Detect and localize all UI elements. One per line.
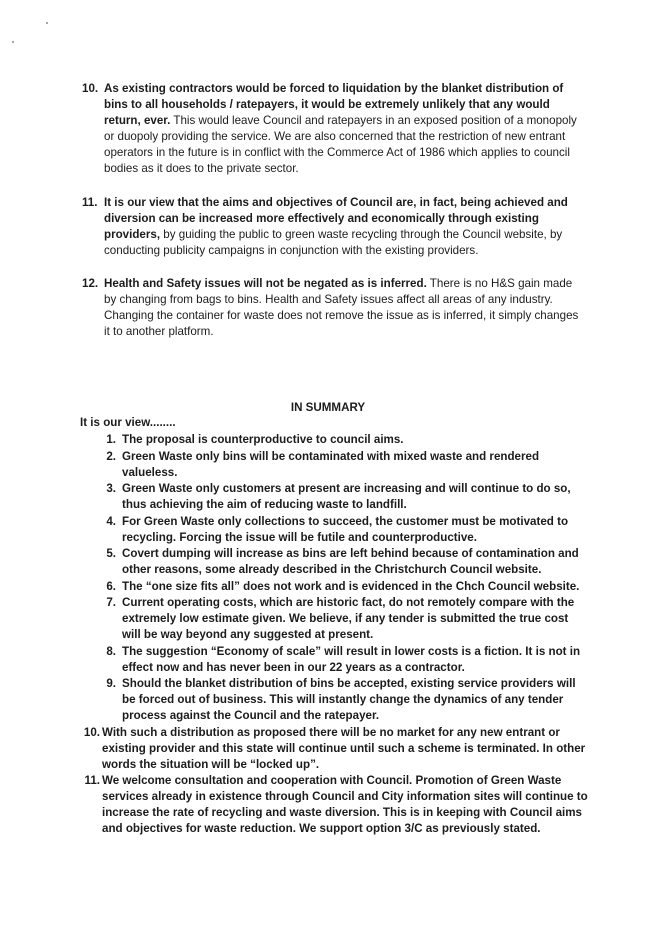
summary-intro: It is our view........ xyxy=(80,416,176,429)
list-item xyxy=(80,449,590,481)
list-item xyxy=(80,644,590,676)
list-item-text: Should the blanket distribution of bins be accepted, existing service providers will be forced out of business. This will instantly change the dynamics of any tender process against the Council and the ratepayer. xyxy=(122,677,576,722)
list-item-text: The suggestion “Economy of scale” will result in lower costs is a fiction. It is not in effect now and has never been in our 22 years as a contractor. xyxy=(122,644,581,674)
list-item xyxy=(80,432,590,448)
point-number: 12. xyxy=(82,277,99,290)
list-item-text: The proposal is counterproductive to council aims. xyxy=(122,433,404,446)
list-item-number: 11. xyxy=(84,774,100,787)
summary-heading: IN SUMMARY xyxy=(290,401,366,414)
point-number: 11. xyxy=(82,196,98,209)
list-item xyxy=(80,481,590,513)
list-item xyxy=(80,725,590,773)
summary-list xyxy=(80,432,590,838)
list-item-number: 1. xyxy=(106,433,116,446)
list-item-text: Covert dumping will increase as bins are left behind because of contamination and other reasons, some already described in the Christchurch Council website. xyxy=(122,547,579,576)
point-bold-text: Health and Safety issues will not be negated as is inferred. xyxy=(104,277,427,290)
list-item-number: 8. xyxy=(106,644,116,658)
scan-speck xyxy=(46,22,48,24)
list-item xyxy=(80,773,590,837)
point-10 xyxy=(82,81,582,177)
list-item-number: 7. xyxy=(106,596,116,609)
point-text: There is no H&S gain made by changing from bags to bins. Health and Safety issues affect all areas of any industry. Changing the container for waste does not remove the issue as is inferred, it simply changes it to another platform. xyxy=(104,277,579,338)
list-item-text: Green Waste only customers at present are increasing and will continue to do so, thus achieving the aim of reducing waste to landfill. xyxy=(122,482,571,511)
point-11 xyxy=(82,195,582,259)
list-item-text: For Green Waste only collections to succeed, the customer must be motivated to recycling. Forcing the issue will be futile and counterproductive. xyxy=(122,514,569,544)
list-item-text: Green Waste only bins will be contaminated with mixed waste and rendered valueless. xyxy=(122,449,540,479)
list-item-text: With such a distribution as proposed there will be no market for any new entrant or existing provider and this state will continue until such a scheme is terminated. In other words the situation will be “locked up”. xyxy=(102,725,586,771)
list-item-text: The “one size fits all” does not work and is evidenced in the Chch Council website. xyxy=(122,579,580,593)
list-item-number: 2. xyxy=(106,449,116,463)
list-item xyxy=(80,514,590,546)
list-item-number: 6. xyxy=(106,579,116,593)
list-item-number: 9. xyxy=(106,677,116,690)
point-12 xyxy=(82,276,582,340)
list-item-number: 4. xyxy=(106,514,116,528)
list-item-number: 5. xyxy=(106,547,116,560)
list-item xyxy=(80,546,590,578)
list-item-number: 3. xyxy=(106,482,116,495)
list-item xyxy=(80,676,590,724)
point-bold-text: It is our view that the aims and objectives of Council are, in fact, being achieved and diversion can be increased more effectively and economically through existing providers, xyxy=(104,196,568,241)
list-item-text: Current operating costs, which are historic fact, do not remotely compare with the extremely low estimate given. We believe, if any tender is submitted the true cost will be way beyond any suggested at present. xyxy=(122,596,575,641)
point-bold-text: As existing contractors would be forced to liquidation by the blanket distribution of bins to all households / ratepayers, it would be extremely unlikely that any would return, ever. xyxy=(104,82,564,127)
list-item-text: We welcome consultation and cooperation with Council. Promotion of Green Waste services already in existence through Council and City information sites will continue to increase the rate of recycling and waste diversion. This is in keeping with Council aims and objectives for waste reduction. We support option 3/C as previously stated. xyxy=(102,774,588,835)
point-text: This would leave Council and ratepayers in an exposed position of a monopoly or duopoly providing the service. We are also concerned that the restriction of new entrant operators in the future is in conflict with the Commerce Act of 1986 which applies to council bodies as it does to the private sector. xyxy=(104,114,577,175)
scan-speck xyxy=(12,41,14,43)
list-item xyxy=(80,579,590,595)
point-text: by guiding the public to green waste recycling through the Council website, by conducting publicity campaigns in conjunction with the existing providers. xyxy=(104,228,563,257)
point-number: 10. xyxy=(82,82,99,95)
list-item-number: 10. xyxy=(83,725,100,739)
list-item xyxy=(80,595,590,643)
